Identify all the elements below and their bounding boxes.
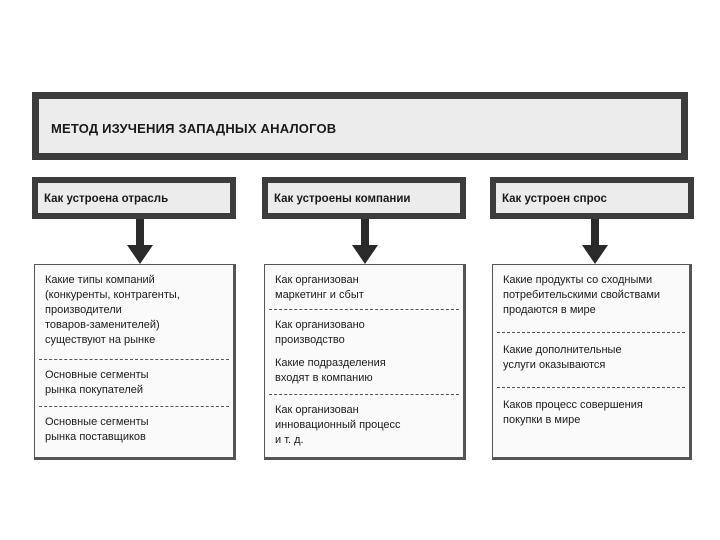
header-industry [32, 177, 236, 219]
diagram-title-box [32, 92, 688, 160]
header-companies-label: Как устроены компании [274, 193, 411, 205]
header-industry-label: Как устроена отрасль [44, 193, 169, 205]
header-companies [262, 177, 466, 219]
list-item: Как организовано производство [275, 319, 365, 346]
header-demand-label: Как устроен спрос [502, 193, 607, 205]
column-demand [492, 264, 692, 460]
list-item: Каков процесс совершения покупки в мире [503, 399, 643, 426]
list-item: Какие продукты со сходными потребительскими свойствами продаются в мире [503, 274, 661, 316]
list-item: Как организован маркетинг и сбыт [275, 274, 364, 301]
column-companies [264, 264, 466, 460]
list-item: Основные сегменты рынка покупателей [45, 369, 149, 396]
arrow-down-icon [127, 219, 153, 264]
list-item: Какие подразделения входят в компанию [275, 357, 386, 384]
list-item: Как организован инновационный процесс и т. д. [275, 404, 401, 446]
header-demand [490, 177, 694, 219]
arrow-down-icon [582, 219, 608, 264]
arrow-down-icon [352, 219, 378, 264]
list-item: Какие дополнительные услуги оказываются [503, 344, 622, 371]
list-item: Какие типы компаний (конкуренты, контрагенты, производители товаров-заменителей) существуют на рынке [45, 274, 180, 346]
diagram-title: МЕТОД ИЗУЧЕНИЯ ЗАПАДНЫХ АНАЛОГОВ [51, 121, 337, 136]
column-industry [34, 264, 236, 460]
list-item: Основные сегменты рынка поставщиков [45, 416, 149, 443]
